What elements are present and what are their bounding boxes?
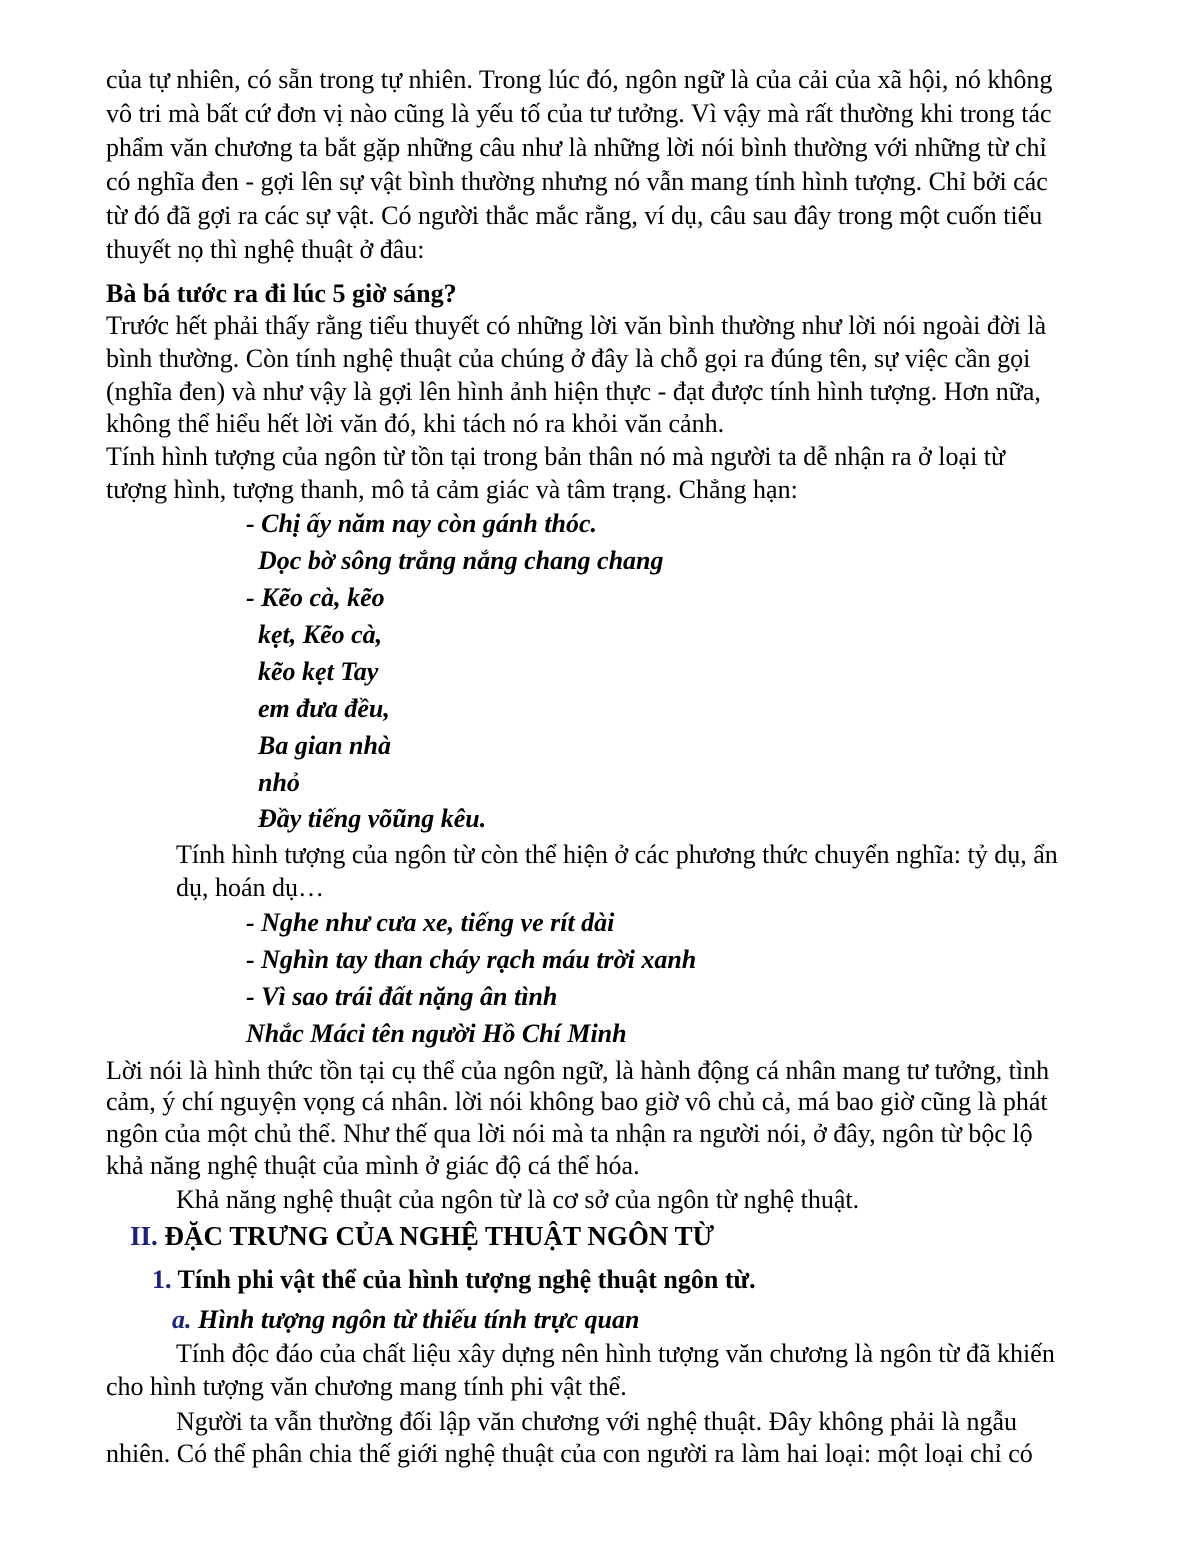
subsection-number: 1. [152, 1265, 172, 1294]
paragraph-line: ngôn của một chủ thể. Như thế qua lời nói mà ta nhận ra người nói, ở đây, ngôn từ bộc lộ [106, 1119, 1033, 1148]
subsubsection-number: a. [172, 1305, 192, 1334]
poem-line: - Nghìn tay than cháy rạch máu trời xanh [246, 945, 697, 974]
poem-line: - Chị ấy năm nay còn gánh thóc. [246, 509, 598, 538]
intro-line: thuyết nọ thì nghệ thuật ở đâu: [106, 235, 425, 264]
paragraph-line: khả năng nghệ thuật của mình ở giác độ cá thể hóa. [106, 1151, 640, 1180]
poem-line: kẹt, Kẽo cà, [258, 620, 383, 649]
paragraph-line: Trước hết phải thấy rằng tiểu thuyết có những lời văn bình thường như lời nói ngoài đời là [106, 311, 1047, 340]
example-sentence: Bà bá tước ra đi lúc 5 giờ sáng? [106, 279, 457, 308]
intro-line: có nghĩa đen - gợi lên sự vật bình thường nhưng nó vẫn mang tính hình tượng. Chỉ bởi các [106, 167, 1048, 196]
poem-line: Nhắc Máci tên người Hồ Chí Minh [246, 1019, 627, 1048]
paragraph-line: cho hình tượng văn chương mang tính phi vật thể. [106, 1372, 627, 1401]
paragraph-line: Tính độc đáo của chất liệu xây dựng nên hình tượng văn chương là ngôn từ đã khiến [176, 1339, 1055, 1368]
poem-line: - Nghe như cưa xe, tiếng ve rít dài [246, 908, 615, 937]
paragraph-line: (nghĩa đen) và như vậy là gợi lên hình ảnh hiện thực - đạt được tính hình tượng. Hơn nữa, [106, 377, 1041, 406]
poem-line: - Kẽo cà, kẽo [246, 583, 385, 612]
section-number: II. [130, 1221, 158, 1251]
intro-line: của tự nhiên, có sẵn trong tự nhiên. Trong lúc đó, ngôn ngữ là của cải của xã hội, nó không [106, 65, 1053, 94]
poem-line: kẽo kẹt Tay [258, 657, 379, 686]
paragraph-line: Người ta vẫn thường đối lập văn chương với nghệ thuật. Đây không phải là ngẫu [176, 1407, 1018, 1436]
paragraph-line: cảm, ý chí nguyện vọng cá nhân. lời nói không bao giờ vô chủ cả, má bao giờ cũng là phát [106, 1087, 1048, 1116]
paragraph-line: không thể hiểu hết lời văn đó, khi tách nó ra khỏi văn cảnh. [106, 409, 725, 438]
intro-line: phẩm văn chương ta bắt gặp những câu như là những lời nói bình thường với những từ chỉ [106, 133, 1047, 162]
paragraph-line: Lời nói là hình thức tồn tại cụ thể của ngôn ngữ, là hành động cá nhân mang tư tưởng, tình [106, 1056, 1050, 1085]
paragraph-line: nhiên. Có thể phân chia thế giới nghệ thuật của con người ra làm hai loại: một loại chỉ có [106, 1439, 1033, 1468]
intro-line: từ đó đã gợi ra các sự vật. Có người thắc mắc rằng, ví dụ, câu sau đây trong một cuốn tiểu [106, 201, 1043, 230]
subsubsection-title: Hình tượng ngôn từ thiếu tính trực quan [198, 1305, 640, 1334]
poem-line: Dọc bờ sông trắng nắng chang chang [258, 546, 664, 575]
paragraph-line: Tính hình tượng của ngôn từ tồn tại trong bản thân nó mà người ta dễ nhận ra ở loại từ [106, 442, 1006, 471]
paragraph-line: dụ, hoán dụ… [176, 873, 325, 902]
subsection-title: Tính phi vật thể của hình tượng nghệ thuật ngôn từ. [177, 1265, 756, 1294]
paragraph-line: Khả năng nghệ thuật của ngôn từ là cơ sở của ngôn từ nghệ thuật. [176, 1185, 860, 1214]
paragraph-line: bình thường. Còn tính nghệ thuật của chúng ở đây là chỗ gọi ra đúng tên, sự việc cần gọi [106, 344, 1031, 373]
poem-line: Ba gian nhà [258, 731, 391, 760]
subsection-heading [152, 1264, 756, 1296]
poem-line: - Vì sao trái đất nặng ân tình [246, 982, 558, 1011]
poem-line: em đưa đều, [258, 694, 390, 723]
subsubsection-heading [172, 1304, 639, 1336]
poem-line: Đầy tiếng võũng kêu. [258, 804, 487, 833]
poem-line: nhỏ [258, 768, 300, 797]
section-heading [130, 1220, 714, 1252]
paragraph-line: tượng hình, tượng thanh, mô tả cảm giác và tâm trạng. Chẳng hạn: [106, 475, 798, 504]
section-title: ĐẶC TRƯNG CỦA NGHỆ THUẬT NGÔN TỪ [164, 1221, 715, 1251]
intro-line: vô tri mà bất cứ đơn vị nào cũng là yếu tố của tư tưởng. Vì vậy mà rất thường khi trong tác [106, 99, 1052, 128]
paragraph-line: Tính hình tượng của ngôn từ còn thể hiện ở các phương thức chuyển nghĩa: tỷ dụ, ẩn [176, 840, 1058, 869]
